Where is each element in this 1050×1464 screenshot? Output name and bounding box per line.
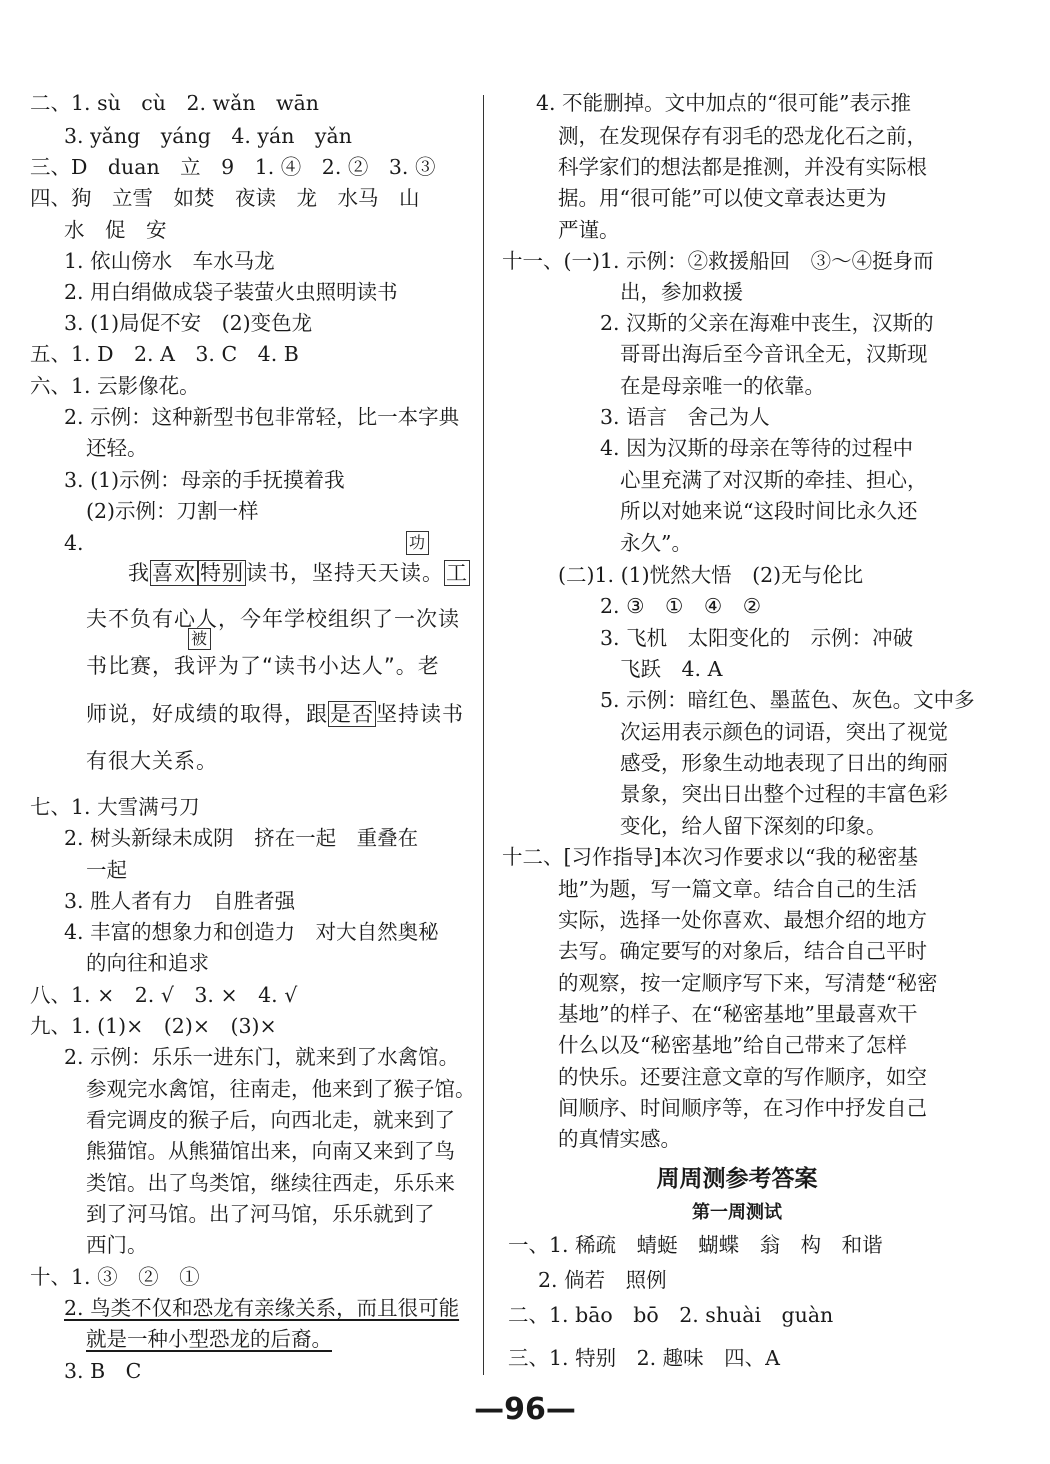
answer-line: 看完调皮的猴子后，向西北走，就来到了 <box>86 1108 455 1132</box>
answer-line: 4. 因为汉斯的母亲在等待的过程中 <box>600 436 914 460</box>
correction-line: 有很大关系。 <box>86 749 218 773</box>
answer-line: 2. 鸟类不仅和恐龙有亲缘关系，而且很可能 <box>64 1296 460 1320</box>
answer-line: 3. (1)示例：母亲的手抚摸着我 <box>64 468 345 492</box>
correction-text: 读书，坚持天天读。 <box>246 561 444 585</box>
answer-line: 基地”的样子、在“秘密基地”里最喜欢干 <box>558 1002 918 1026</box>
section-subtitle: 第一周测试 <box>692 1202 782 1223</box>
answer-line: 西门。 <box>86 1233 148 1257</box>
correction-mark: 被 <box>188 628 211 650</box>
answer-line: 2. 示例：这种新型书包非常轻，比一本字典 <box>64 405 460 429</box>
answer-line: 4. 不能删掉。文中加点的“很可能”表示推 <box>536 91 912 115</box>
correction-text: 坚持读书 <box>376 702 464 726</box>
answer-line: 的向往和追求 <box>86 951 209 975</box>
answer-line: (二)1. (1)恍然大悟 (2)无与伦比 <box>558 563 864 587</box>
answer-line: 四、狗 立雪 如焚 夜读 龙 水马 山 <box>30 186 420 210</box>
answer-line: 2. 倘若 照例 <box>538 1268 667 1292</box>
answer-line: 所以对她来说“这段时间比永久还 <box>620 499 918 523</box>
answer-line: 科学家们的想法都是推测，并没有实际根 <box>558 155 927 179</box>
column-divider <box>483 95 484 1375</box>
correction-box: 喜欢 <box>152 561 196 585</box>
answer-line: 就是一种小型恐龙的后裔。 <box>86 1327 332 1351</box>
page-number: —96— <box>474 1392 576 1427</box>
answer-line: 哥哥出海后至今音讯全无，汉斯现 <box>620 342 928 366</box>
answer-line: 5. 示例：暗红色、墨蓝色、灰色。文中多 <box>600 688 975 712</box>
answer-line: 五、1. D 2. A 3. C 4. B <box>30 342 299 366</box>
answer-line: 心里充满了对汉斯的牵挂、担心， <box>620 468 928 492</box>
answer-line: 出，参加救援 <box>620 280 743 304</box>
answer-line: 水 促 安 <box>64 218 167 242</box>
answer-line: 熊猫馆。从熊猫馆出来，向南又来到了鸟 <box>86 1139 455 1163</box>
answer-line: 二、1. bāo bō 2. shuài guàn <box>508 1303 834 1327</box>
answer-line: 十、1. ③ ② ① <box>30 1265 200 1289</box>
answer-line: (2)示例：刀割一样 <box>86 499 259 523</box>
correction-line <box>86 699 464 730</box>
answer-line: 2. 树头新绿未成阴 挤在一起 重叠在 <box>64 826 419 850</box>
correction-box: 工 <box>446 561 468 585</box>
answer-line: 2. ③ ① ④ ② <box>600 594 762 618</box>
answer-line: 景象，突出日出整个过程的丰富色彩 <box>620 782 948 806</box>
answer-line: 3. B C <box>64 1359 142 1383</box>
answer-line: 间顺序、时间顺序等，在习作中抒发自己 <box>558 1096 927 1120</box>
answer-line: 类馆。出了鸟类馆，继续往西走，乐乐来 <box>86 1171 455 1195</box>
answer-line: 的快乐。还要注意文章的写作顺序，如空 <box>558 1065 927 1089</box>
correction-line: 夫不负有心人，今年学校组织了一次读 <box>86 607 460 631</box>
correction-text: 我 <box>128 561 150 585</box>
answer-line: 参观完水禽馆，往南走，他来到了猴子馆。 <box>86 1077 476 1101</box>
answer-line: 飞跃 4. A <box>620 657 723 681</box>
section-title: 周周测参考答案 <box>656 1166 818 1192</box>
correction-text: 师说，好成绩的取得，跟 <box>86 702 328 726</box>
answer-line: 什么以及“秘密基地”给自己带来了怎样 <box>558 1033 907 1057</box>
answer-line: 一起 <box>86 858 127 882</box>
answer-line: 三、D duan 立 9 1. ④ 2. ② 3. ③ <box>30 155 436 179</box>
answer-line: 测，在发现保存有羽毛的恐龙化石之前， <box>558 124 927 148</box>
answer-line: 一、1. 稀疏 蜻蜓 蝴蝶 翁 构 和谐 <box>508 1233 883 1257</box>
answer-line: 九、1. (1)× (2)× (3)× <box>30 1014 277 1038</box>
answer-line: 4. <box>64 531 84 555</box>
answer-line: 2. 用白绢做成袋子装萤火虫照明读书 <box>64 280 398 304</box>
correction-box: 是否 <box>330 702 374 726</box>
answer-line: 三、1. 特别 2. 趣味 四、A <box>508 1346 780 1370</box>
answer-line: 2. 示例：乐乐一进东门，就来到了水禽馆。 <box>64 1045 460 1069</box>
correction-line: 书比赛，我评为了“读书小达人”。老 <box>86 654 440 678</box>
answer-line: 3. yǎng yáng 4. yán yǎn <box>64 124 352 148</box>
answer-line: 六、1. 云影像花。 <box>30 374 200 398</box>
correction-line <box>128 558 470 589</box>
answer-line: 在是母亲唯一的依靠。 <box>620 374 825 398</box>
answer-line: 据。用“很可能”可以使文章表达更为 <box>558 186 887 210</box>
answer-line: 次运用表示颜色的词语，突出了视觉 <box>620 720 948 744</box>
answer-line: 2. 汉斯的父亲在海难中丧生，汉斯的 <box>600 311 934 335</box>
correction-box: 特别 <box>200 561 244 585</box>
answer-line: 去写。确定要写的对象后，结合自己平时 <box>558 939 927 963</box>
answer-line: 4. 丰富的想象力和创造力 对大自然奥秘 <box>64 920 439 944</box>
answer-line: 3. 飞机 太阳变化的 示例：冲破 <box>600 626 914 650</box>
answer-line: 七、1. 大雪满弓刀 <box>30 795 200 819</box>
answer-line: 二、1. sù cù 2. wǎn wān <box>30 91 320 115</box>
answer-line: 严谨。 <box>558 218 620 242</box>
correction-mark: 功 <box>406 531 429 555</box>
answer-line: 永久”。 <box>620 531 692 555</box>
answer-line: 3. 胜人者有力 自胜者强 <box>64 889 296 913</box>
answer-line: 八、1. × 2. √ 3. × 4. √ <box>30 983 298 1007</box>
answer-line: 十二、[习作指导]本次习作要求以“我的秘密基 <box>502 845 918 869</box>
answer-line: 感受，形象生动地表现了日出的绚丽 <box>620 751 948 775</box>
answer-line: 1. 依山傍水 车水马龙 <box>64 249 275 273</box>
answer-line: 还轻。 <box>86 436 148 460</box>
answer-line: 3. 语言 舍己为人 <box>600 405 770 429</box>
answer-line: 的观察，按一定顺序写下来，写清楚“秘密 <box>558 971 938 995</box>
answer-line: 实际，选择一处你喜欢、最想介绍的地方 <box>558 908 927 932</box>
answer-line: 地”为题，写一篇文章。结合自己的生活 <box>558 877 917 901</box>
answer-line: 十一、(一)1. 示例：②救援船回 ③～④挺身而 <box>502 249 934 273</box>
answer-line: 到了河马馆。出了河马馆，乐乐就到了 <box>86 1202 435 1226</box>
answer-line: 变化，给人留下深刻的印象。 <box>620 814 887 838</box>
answer-line: 3. (1)局促不安 (2)变色龙 <box>64 311 313 335</box>
answer-line: 的真情实感。 <box>558 1127 681 1151</box>
